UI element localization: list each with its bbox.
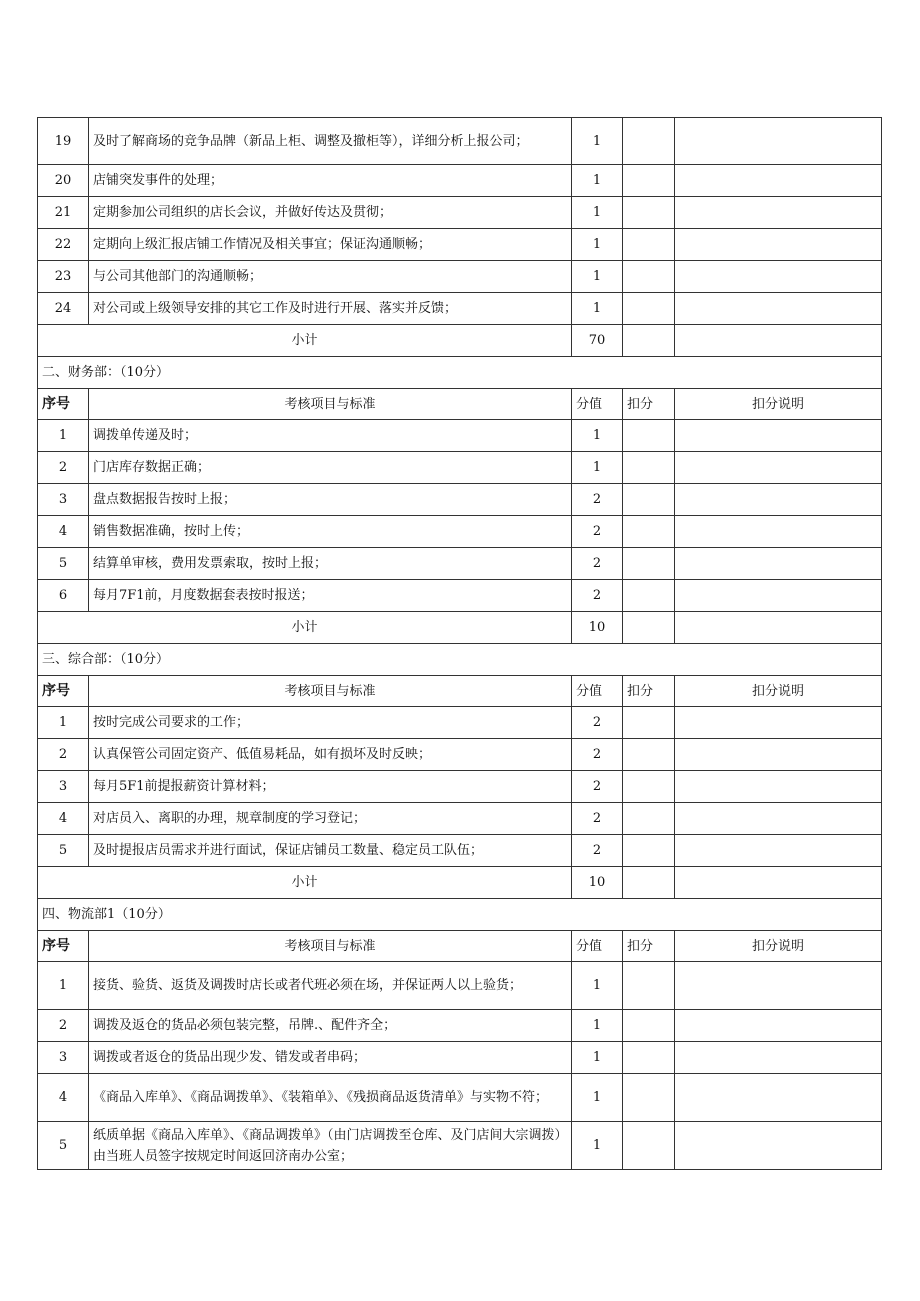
row-score: 2 (572, 803, 623, 835)
row-deduct-cell (623, 580, 675, 612)
table-row (38, 118, 882, 165)
row-number: 6 (38, 580, 89, 612)
row-number: 2 (38, 739, 89, 771)
assessment-table (37, 117, 882, 1170)
row-note-cell (675, 261, 882, 293)
row-note-cell (675, 580, 882, 612)
subtotal-label: 小计 (38, 867, 572, 899)
row-criteria: 调拨及返仓的货品必须包装完整，吊牌.、配件齐全； (89, 1010, 572, 1042)
row-criteria: 纸质单据《商品入库单》、《商品调拨单》（由门店调拨至仓库、及门店间大宗调拨）由当班人员签字按规定时间返回济南办公室； (89, 1122, 572, 1170)
header-note: 扣分说明 (675, 676, 882, 707)
row-deduct-cell (623, 835, 675, 867)
row-score: 1 (572, 962, 623, 1010)
row-criteria: 对公司或上级领导安排的其它工作及时进行开展、落实并反馈； (89, 293, 572, 325)
row-note-cell (675, 165, 882, 197)
table-row (38, 962, 882, 1010)
row-criteria: 店铺突发事件的处理； (89, 165, 572, 197)
subtotal-score: 70 (572, 325, 623, 357)
row-number: 23 (38, 261, 89, 293)
row-score: 1 (572, 165, 623, 197)
row-criteria: 调拨单传递及时； (89, 420, 572, 452)
row-note-cell (675, 771, 882, 803)
row-deduct-cell (623, 1042, 675, 1074)
section-title-row (38, 644, 882, 676)
subtotal-row (38, 867, 882, 899)
row-number: 3 (38, 1042, 89, 1074)
row-criteria: 及时提报店员需求并进行面试，保证店铺员工数量、稳定员工队伍； (89, 835, 572, 867)
table-row (38, 707, 882, 739)
table-row (38, 1074, 882, 1122)
row-criteria: 盘点数据报告按时上报； (89, 484, 572, 516)
row-deduct-cell (623, 261, 675, 293)
header-deduct: 扣分 (623, 931, 675, 962)
header-item: 考核项目与标准 (89, 676, 572, 707)
table-row (38, 484, 882, 516)
table-row (38, 452, 882, 484)
table-row (38, 1122, 882, 1170)
row-number: 4 (38, 1074, 89, 1122)
row-deduct-cell (623, 803, 675, 835)
row-deduct-cell (623, 548, 675, 580)
row-number: 2 (38, 1010, 89, 1042)
row-number: 1 (38, 962, 89, 1010)
table-row (38, 516, 882, 548)
row-deduct-cell (623, 118, 675, 165)
row-note-cell (675, 452, 882, 484)
row-score: 2 (572, 516, 623, 548)
header-item: 考核项目与标准 (89, 389, 572, 420)
header-no: 序号 (38, 389, 89, 420)
header-no: 序号 (38, 931, 89, 962)
table-row (38, 165, 882, 197)
row-number: 20 (38, 165, 89, 197)
table-row (38, 803, 882, 835)
row-number: 24 (38, 293, 89, 325)
row-criteria: 门店库存数据正确； (89, 452, 572, 484)
header-row (38, 389, 882, 420)
section-title-row (38, 357, 882, 389)
row-criteria: 《商品入库单》、《商品调拨单》、《装箱单》、《残损商品返货清单》与实物不符； (89, 1074, 572, 1122)
row-score: 1 (572, 1122, 623, 1170)
row-number: 4 (38, 516, 89, 548)
row-note-cell (675, 612, 882, 644)
header-note: 扣分说明 (675, 389, 882, 420)
header-score: 分值 (572, 676, 623, 707)
subtotal-score: 10 (572, 867, 623, 899)
row-note-cell (675, 803, 882, 835)
header-item: 考核项目与标准 (89, 931, 572, 962)
row-note-cell (675, 1010, 882, 1042)
row-note-cell (675, 197, 882, 229)
row-criteria: 接货、验货、返货及调拨时店长或者代班必须在场，并保证两人以上验货； (89, 962, 572, 1010)
header-score: 分值 (572, 389, 623, 420)
row-note-cell (675, 516, 882, 548)
row-note-cell (675, 962, 882, 1010)
row-note-cell (675, 1074, 882, 1122)
row-number: 19 (38, 118, 89, 165)
row-criteria: 调拨或者返仓的货品出现少发、错发或者串码； (89, 1042, 572, 1074)
row-number: 5 (38, 548, 89, 580)
row-score: 1 (572, 1074, 623, 1122)
row-deduct-cell (623, 1010, 675, 1042)
row-deduct-cell (623, 293, 675, 325)
row-note-cell (675, 707, 882, 739)
row-note-cell (675, 325, 882, 357)
row-score: 1 (572, 1042, 623, 1074)
row-number: 5 (38, 835, 89, 867)
row-number: 3 (38, 771, 89, 803)
header-row (38, 931, 882, 962)
table-row (38, 293, 882, 325)
row-deduct-cell (623, 739, 675, 771)
row-criteria: 每月5F1前提报薪资计算材料； (89, 771, 572, 803)
row-deduct-cell (623, 516, 675, 548)
table-row (38, 261, 882, 293)
table-row (38, 739, 882, 771)
row-note-cell (675, 229, 882, 261)
row-criteria: 与公司其他部门的沟通顺畅； (89, 261, 572, 293)
subtotal-label: 小计 (38, 325, 572, 357)
table-row (38, 835, 882, 867)
header-deduct: 扣分 (623, 389, 675, 420)
table-row (38, 229, 882, 261)
row-criteria: 及时了解商场的竞争品牌（新品上柜、调整及撤柜等），详细分析上报公司； (89, 118, 572, 165)
row-deduct-cell (623, 771, 675, 803)
row-score: 2 (572, 739, 623, 771)
header-row (38, 676, 882, 707)
row-score: 1 (572, 293, 623, 325)
row-criteria: 每月7F1前，月度数据套表按时报送； (89, 580, 572, 612)
subtotal-row (38, 612, 882, 644)
row-deduct-cell (623, 165, 675, 197)
row-score: 1 (572, 1010, 623, 1042)
table-row (38, 580, 882, 612)
row-score: 1 (572, 452, 623, 484)
section-title-row (38, 899, 882, 931)
row-note-cell (675, 548, 882, 580)
header-deduct: 扣分 (623, 676, 675, 707)
row-number: 3 (38, 484, 89, 516)
row-note-cell (675, 118, 882, 165)
section-title-logistics: 四、物流部1（10分） (38, 899, 882, 931)
subtotal-row (38, 325, 882, 357)
row-score: 1 (572, 229, 623, 261)
row-note-cell (675, 1042, 882, 1074)
section-title-general: 三、综合部：（10分） (38, 644, 882, 676)
row-deduct-cell (623, 452, 675, 484)
row-deduct-cell (623, 1122, 675, 1170)
row-note-cell (675, 867, 882, 899)
row-criteria: 认真保管公司固定资产、低值易耗品，如有损坏及时反映； (89, 739, 572, 771)
row-note-cell (675, 739, 882, 771)
row-deduct-cell (623, 197, 675, 229)
row-score: 2 (572, 707, 623, 739)
row-score: 1 (572, 420, 623, 452)
row-score: 2 (572, 771, 623, 803)
row-number: 22 (38, 229, 89, 261)
subtotal-score: 10 (572, 612, 623, 644)
header-note: 扣分说明 (675, 931, 882, 962)
row-criteria: 定期向上级汇报店铺工作情况及相关事宜；保证沟通顺畅； (89, 229, 572, 261)
table-row (38, 420, 882, 452)
row-number: 5 (38, 1122, 89, 1170)
row-number: 1 (38, 420, 89, 452)
section-title-finance: 二、财务部：（10分） (38, 357, 882, 389)
row-score: 1 (572, 261, 623, 293)
table-row (38, 771, 882, 803)
row-deduct-cell (623, 420, 675, 452)
row-deduct-cell (623, 1074, 675, 1122)
row-criteria: 按时完成公司要求的工作； (89, 707, 572, 739)
row-deduct-cell (623, 867, 675, 899)
row-score: 1 (572, 197, 623, 229)
header-score: 分值 (572, 931, 623, 962)
table-row (38, 548, 882, 580)
table-row (38, 1010, 882, 1042)
row-deduct-cell (623, 707, 675, 739)
row-deduct-cell (623, 484, 675, 516)
row-note-cell (675, 835, 882, 867)
table-row (38, 197, 882, 229)
row-deduct-cell (623, 962, 675, 1010)
row-deduct-cell (623, 612, 675, 644)
row-score: 2 (572, 580, 623, 612)
row-score: 2 (572, 548, 623, 580)
row-note-cell (675, 293, 882, 325)
row-number: 2 (38, 452, 89, 484)
table-row (38, 1042, 882, 1074)
row-note-cell (675, 1122, 882, 1170)
row-criteria: 定期参加公司组织的店长会议，并做好传达及贯彻； (89, 197, 572, 229)
row-score: 2 (572, 835, 623, 867)
row-deduct-cell (623, 325, 675, 357)
row-note-cell (675, 484, 882, 516)
header-no: 序号 (38, 676, 89, 707)
row-criteria: 对店员入、离职的办理，规章制度的学习登记； (89, 803, 572, 835)
row-number: 4 (38, 803, 89, 835)
subtotal-label: 小计 (38, 612, 572, 644)
row-score: 1 (572, 118, 623, 165)
row-criteria: 销售数据准确，按时上传； (89, 516, 572, 548)
row-note-cell (675, 420, 882, 452)
row-number: 1 (38, 707, 89, 739)
row-criteria: 结算单审核，费用发票索取，按时上报； (89, 548, 572, 580)
row-deduct-cell (623, 229, 675, 261)
row-number: 21 (38, 197, 89, 229)
row-score: 2 (572, 484, 623, 516)
